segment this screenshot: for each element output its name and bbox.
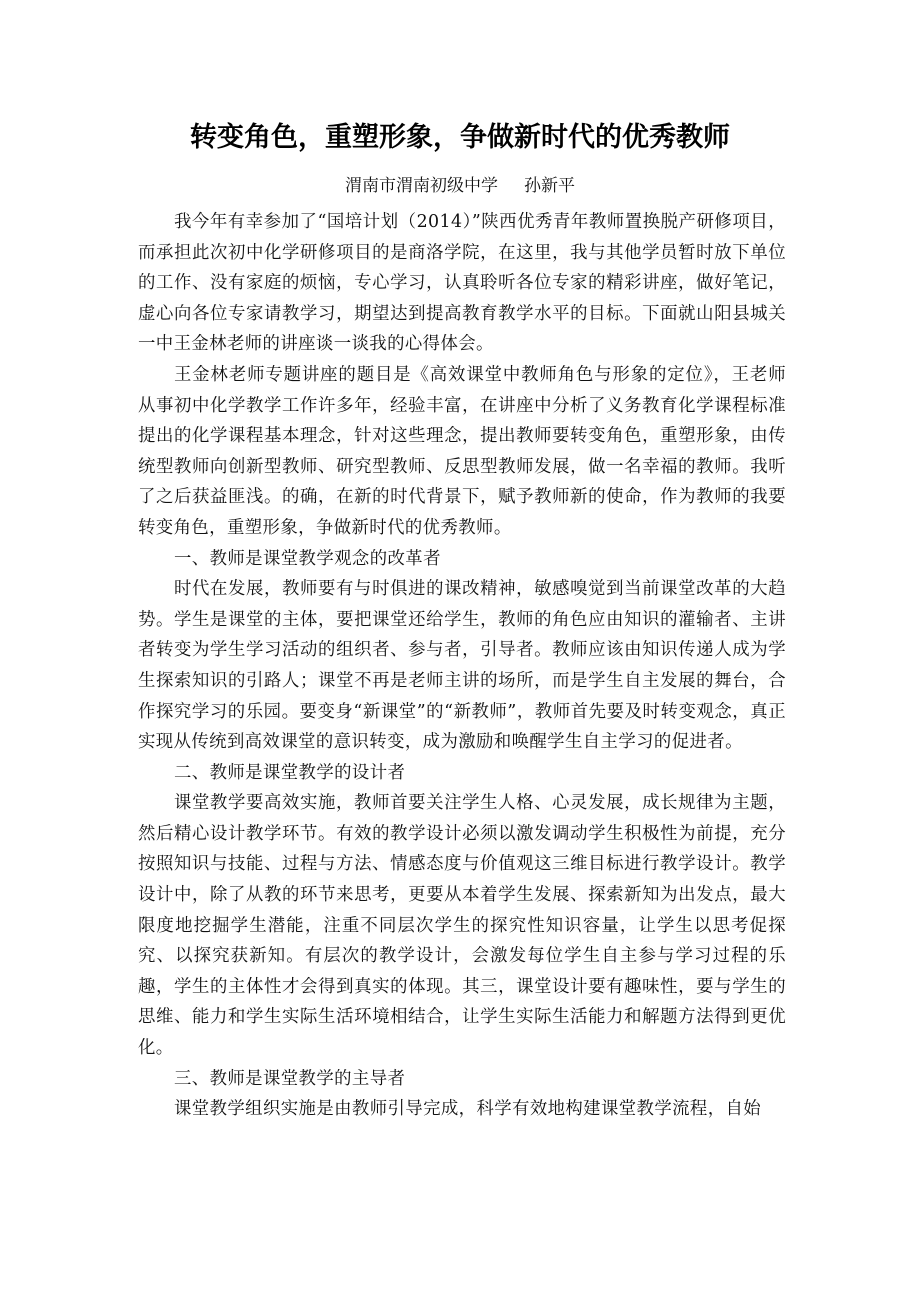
document-title: 转变角色，重塑形象，争做新时代的优秀教师 bbox=[190, 122, 730, 153]
paragraph-section-2: 课堂教学要高效实施，教师首要关注学生人格、心灵发展，成长规律为主题，然后精心设计教学环节。有效的教学设计必须以激发调动学生积极性为前提，充分按照知识与技能、过程与方法、情感态度与价值观这三维目标进行教学设计。教学设计中，除了从教的环节来思考，更要从本着学生发展、探索新知为出发点，最大限度地挖掘学生潜能，注重不同层次学生的探究性知识容量，让学生以思考促探究、以探究获新知。有层次的教学设计，会激发每位学生自主参与学习过程的乐趣，学生的主体性才会得到真实的体现。其三，课堂设计要有趣味性，要与学生的思维、能力和学生实际生活环境相结合，让学生实际生活能力和解题方法得到更优化。 bbox=[138, 793, 786, 1059]
section-heading-2: 二、教师是课堂教学的设计者 bbox=[174, 762, 406, 783]
paragraph-section-1: 时代在发展，教师要有与时俱进的课改精神，敏感嗅觉到当前课堂改革的大趋势。学生是课堂的主体，要把课堂还给学生，教师的角色应由知识的灌输者、主讲者转变为学生学习活动的组织者、参与者，引导者。教师应该由知识传递人成为学生探索知识的引路人；课堂不再是老师主讲的场所，而是学生自主发展的舞台，合作探究学习的乐园。要变身“新课堂”的“新教师”，教师首先要及时转变观念，真正实现从传统到高效课堂的意识转变，成为激励和唤醒学生自主学习的促进者。 bbox=[138, 579, 786, 753]
paragraph-section-3: 课堂教学组织实施是由教师引导完成，科学有效地构建课堂教学流程，自始 bbox=[174, 1099, 762, 1120]
author-byline bbox=[0, 172, 920, 200]
document-body bbox=[138, 207, 786, 1125]
paragraph-lecture-summary: 王金林老师专题讲座的题目是《高效课堂中教师角色与形象的定位》，王老师从事初中化学教学工作许多年，经验丰富，在讲座中分析了义务教育化学课程标准提出的化学课程基本理念，针对这些理念，提出教师要转变角色，重塑形象，由传统型教师向创新型教师、研究型教师、反思型教师发展，做一名幸福的教师。我听了之后获益匪浅。的确，在新的时代背景下，赋予教师新的使命，作为教师的我要转变角色，重塑形象，争做新时代的优秀教师。 bbox=[138, 364, 786, 538]
author-school: 渭南市渭南初级中学 bbox=[345, 176, 498, 196]
paragraph-intro: 我今年有幸参加了“国培计划（2014）”陕西优秀青年教师置换脱产研修项目，而承担此次初中化学研修项目的是商洛学院，在这里，我与其他学员暂时放下单位的工作、没有家庭的烦恼，专心学习，认真聆听各位专家的精彩讲座，做好笔记，虚心向各位专家请教学习，期望达到提高教育教学水平的目标。下面就山阳县城关一中王金林老师的讲座谈一谈我的心得体会。 bbox=[138, 212, 786, 355]
section-heading-1: 一、教师是课堂教学观念的改革者 bbox=[174, 548, 441, 569]
section-heading-3: 三、教师是课堂教学的主导者 bbox=[174, 1068, 406, 1089]
author-name: 孙新平 bbox=[524, 176, 575, 196]
